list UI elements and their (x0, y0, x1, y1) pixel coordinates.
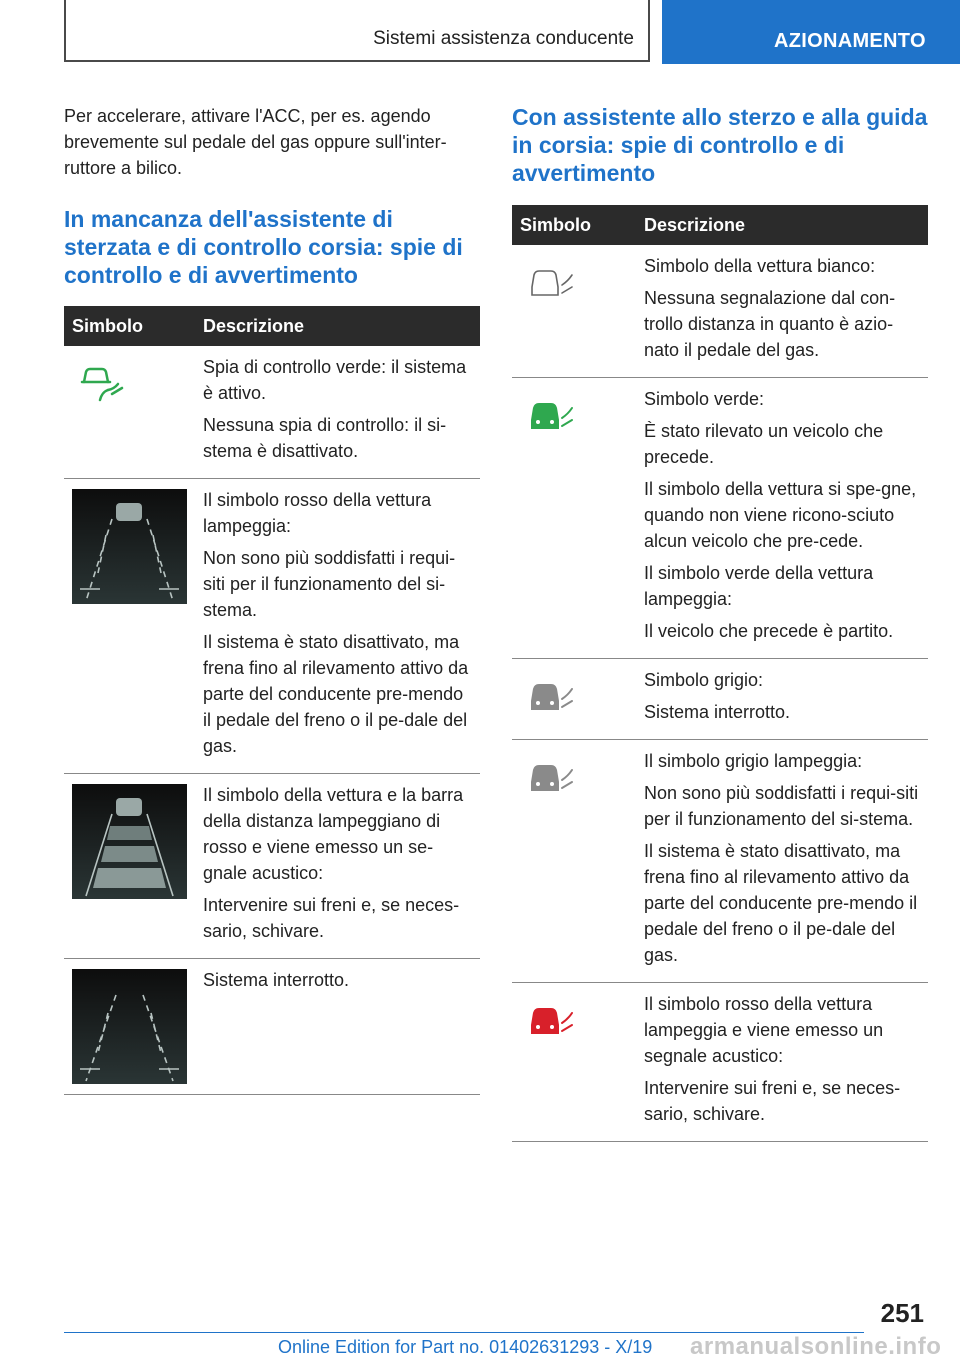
table-row (512, 378, 928, 659)
description-line: Intervenire sui freni e, se neces-sario, schivare. (644, 1078, 901, 1124)
white-car-icon (526, 259, 580, 305)
description-cell (636, 983, 928, 1142)
description-line: È stato rilevato un veicolo che precede. (644, 421, 884, 467)
description-line: Nessuna segnalazione dal con-trollo distanza in quanto è azio-nato il pedale del gas. (644, 288, 896, 360)
symbol-cell (512, 740, 636, 983)
description-line: Spia di controllo verde: il sistema è attivo. (203, 357, 467, 403)
description-line: Simbolo verde: (644, 389, 765, 409)
column-header-symbol: Simbolo (512, 205, 636, 245)
symbol-cell (64, 774, 195, 959)
description-cell (195, 774, 480, 959)
column-header-description: Descrizione (195, 306, 480, 346)
description-line: Il simbolo verde della vettura lampeggia: (644, 563, 874, 609)
table-row (512, 983, 928, 1142)
description-line: Il veicolo che precede è partito. (644, 621, 894, 641)
symbol-cell (64, 346, 195, 479)
chapter-title: AZIONAMENTO (774, 30, 926, 52)
symbol-cell (512, 245, 636, 378)
table-row (64, 479, 480, 774)
description-cell (195, 479, 480, 774)
table-row (512, 740, 928, 983)
description-line: Il sistema è stato disattivato, ma frena fino al rilevamento attivo da parte del conducente pre-mendo il pedale del freno o il pe-dale del gas. (203, 632, 469, 756)
description-line: Nessuna spia di controllo: il si-stema è disattivato. (203, 415, 447, 461)
watermark: armanualsonline.info (690, 1333, 942, 1360)
table-row (64, 346, 480, 479)
description-line: Non sono più soddisfatti i requi-siti per il funzionamento del si-stema. (644, 783, 919, 829)
description-line: Sistema interrotto. (644, 702, 791, 722)
red-car-flashing-display (72, 489, 187, 604)
green-car-icon (526, 392, 580, 438)
grey-car-icon (526, 673, 580, 719)
symbol-cell (64, 959, 195, 1095)
right-symbol-table (512, 205, 928, 1142)
grey-car-flashing-icon (526, 754, 580, 800)
description-line: Il simbolo rosso della vettura lampeggia: (203, 490, 432, 536)
description-line: Non sono più soddisfatti i requi-siti per il funzionamento del si-stema. (203, 548, 456, 620)
description-line: Sistema interrotto. (203, 970, 350, 990)
empty-lane-display (72, 969, 187, 1084)
section-tab (64, 0, 650, 62)
description-cell (195, 959, 480, 1095)
symbol-cell (64, 479, 195, 774)
red-car-icon (526, 997, 580, 1043)
column-header-symbol: Simbolo (64, 306, 195, 346)
spacer (203, 999, 472, 1059)
left-symbol-table (64, 306, 480, 1095)
column-header-description: Descrizione (636, 205, 928, 245)
description-line: Il simbolo della vettura si spe-gne, quando non viene ricono-sciuto alcun veicolo che pre-cede. (644, 479, 917, 551)
left-heading: In mancanza dell'assistente di sterzata e di controllo corsia: spie di controllo e di avvertimento (64, 206, 463, 288)
symbol-cell (512, 983, 636, 1142)
description-line: Il simbolo rosso della vettura lampeggia e viene emesso un segnale acustico: (644, 994, 884, 1066)
description-cell (195, 346, 480, 479)
description-line: Simbolo della vettura bianco: (644, 256, 876, 276)
description-line: Intervenire sui freni e, se neces-sario, schivare. (203, 895, 460, 941)
symbol-cell (512, 378, 636, 659)
table-header-row (64, 306, 480, 346)
description-cell (636, 378, 928, 659)
description-line: Simbolo grigio: (644, 670, 764, 690)
car-and-distance-bar-display (72, 784, 187, 899)
page-number: 251 (880, 1298, 924, 1328)
description-line: Il simbolo grigio lampeggia: (644, 751, 863, 771)
description-line: Il simbolo della vettura e la barra della distanza lampeggiano di rosso e viene emesso un se-gnale acustico: (203, 785, 464, 883)
table-header-row (512, 205, 928, 245)
description-cell (636, 245, 928, 378)
chapter-tab (662, 0, 960, 64)
symbol-cell (512, 659, 636, 740)
table-row (64, 959, 480, 1095)
right-heading: Con assistente allo sterzo e alla guida in corsia: spie di controllo e di avvertimento (512, 104, 928, 186)
intro-paragraph: Per accelerare, attivare l'ACC, per es. agendo brevemente sul pedale del gas oppure sull'inter-ruttore a bilico. (64, 106, 447, 178)
description-cell (636, 659, 928, 740)
description-cell (636, 740, 928, 983)
green-car-distance-icon (78, 360, 132, 406)
table-row (512, 659, 928, 740)
section-title: Sistemi assistenza conducente (373, 28, 634, 49)
page-header (64, 0, 960, 64)
table-row (512, 245, 928, 378)
edition-text: Online Edition for Part no. 01402631293 - X/19 (278, 1337, 653, 1357)
description-line: Il sistema è stato disattivato, ma frena fino al rilevamento attivo da parte del conducente pre-mendo il pedale del freno o il pe-dale del gas. (644, 841, 918, 965)
table-row (64, 774, 480, 959)
